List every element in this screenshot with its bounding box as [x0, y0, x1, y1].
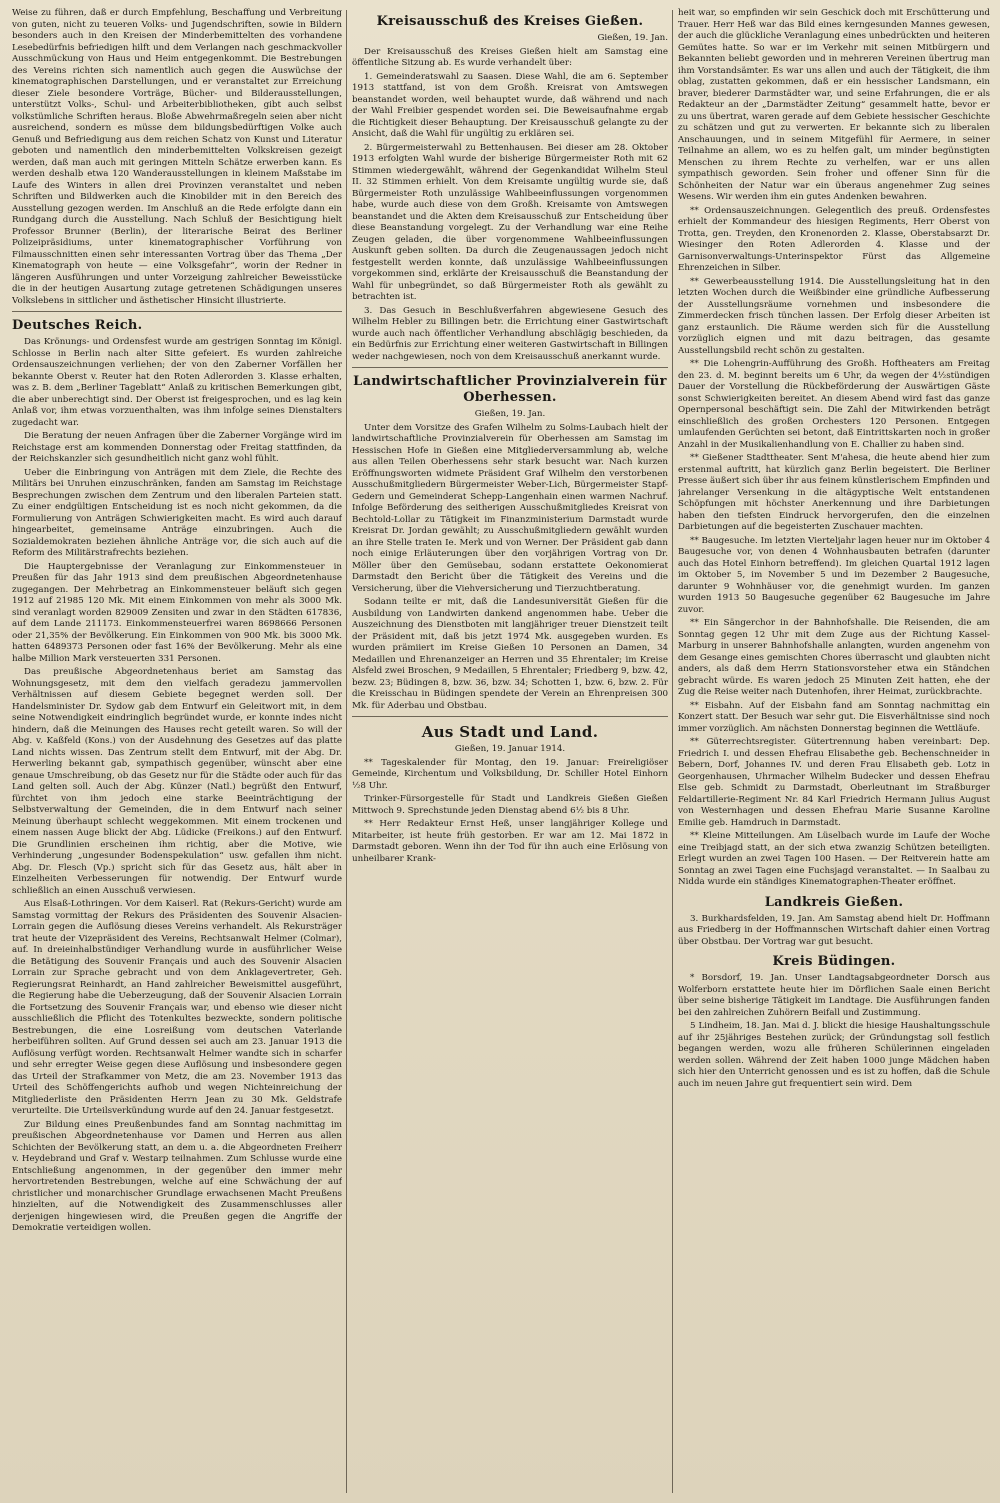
- news-item: ** Ein Sängerchor in der Bahnhofshalle. Die Reisenden, die am Sonntag gegen 12 Uhr mit dem Zuge aus der Richtung Kassel-Marburg in unserer Bahnhofshalle anlangten, wurden angenehm von dem Gesange eines gemischten Chores überrascht und glaubten nicht anders, als daß dem Herrn Stationsvorsteher etwa ein Ständchen gebracht würde. Es waren jedoch 25 Minuten Zeit hatten, ehe der Zug die Reise weiter nach Dutenhofen, ihrer Heimat, zurückbrachte.: [678, 618, 990, 697]
- article-paragraph: Die Beratung der neuen Anfragen über die Zaberner Vorgänge wird im Reichstage erst am kommenden Donnerstag oder Freitag stattfinden, da der Reichskanzler sich gesundheitlich nicht ganz wohl fühlt.: [12, 431, 342, 464]
- article-paragraph: Das Krönungs- und Ordensfest wurde am gestrigen Sonntag im Königl. Schlosse in Berlin nach alter Sitte gefeiert. Es wurden zahlreiche Ordensauszeichnungen verliehen; der von den Zaberner Vorfällen her bekannte Oberst v. Reuter hat den Roten Adlerorden 3. Klasse erhalten, was z. B. dem „Berliner Tageblatt“ Anlaß zu kritischen Bemerkungen gibt, die aber unberechtigt sind. Der Oberst ist freigesprochen, und es lag kein Anlaß vor, ihm etwas vorzuenthalten, was ihm infolge seines Dienstalters zugedacht war.: [12, 337, 342, 428]
- section-heading-landkreis-giessen: Landkreis Gießen.: [764, 894, 904, 910]
- section-heading-landwirtschaft: Landwirtschaftlicher Provinzialverein für Oberhessen.: [353, 374, 667, 405]
- news-item: ** Eisbahn. Auf der Eisbahn fand am Sonntag nachmittag ein Konzert statt. Der Besuch war sehr gut. Die Eisverhältnisse sind noch immer vorzüglich. Am nächsten Donnerstag beginnen die Wettläufe.: [678, 700, 990, 734]
- article-paragraph: Aus Elsaß-Lothringen. Vor dem Kaiserl. Rat (Rekurs-Gericht) wurde am Samstag vormittag der Rekurs des Präsidenten des Souvenir Alsacien-Lorrain gegen die Auflösung dieses Vereins verhandelt. Als Rekursträger trat heute der Vizepräsident des Vereins, Rechtsanwalt Helmer (Colmar), auf. In dreieinhalbstündiger Verhandlung wurde in ausführlicher Weise die Betätigung des Souvenir Français und auch des Souvenir Alsacien Lorrain zur Sprache gebracht und von dem Anklagevertreter, Geh. Regierungsrat Reinhardt, an Hand zahlreicher Beweismittel ausgeführt, die Regierung habe die Ueberzeugung, daß der Souvenir Alsacien Lorrain die Fortsetzung des Souvenir Français war, und ebenso wie dieser nicht ausschließlich die Pflicht des Totenkultes bezweckte, sondern politische Bestrebungen, die eine Losreißung vom deutschen Vaterlande herbeiführen sollten. Auf Grund dessen sei auch am 23. Januar 1913 die Auflösung verfügt worden. Rechtsanwalt Helmer wandte sich in scharfer und sehr erregter Weise gegen diese Auflösung und insbesondere gegen das Urteil der Strafkammer von Metz, die am 23. November 1913 das Urteil des Schöffengerichts aufhob und wegen Nichteinreichung der Mitgliederliste den Präsidenten Herrn Jean zu 30 Mk. Geldstrafe verurteilte. Die Urteilsverkündung wurde auf den 24. Januar festgesetzt.: [12, 899, 342, 1116]
- article-paragraph: Unter dem Vorsitze des Grafen Wilhelm zu Solms-Laubach hielt der landwirtschaftliche Provinzialverein für Oberhessen am Samstag im Hessischen Hofe in Gießen eine Mitgliederversammlung ab, welche aus allen Teilen Oberhessens sehr stark besucht war. Nach kurzen Eröffnungsworten widmete Präsident Graf Wilhelm den verstorbenen Ausschußmitgliedern Bürgermeister Weber-Lich, Bürgermeister Stapf-Gedern und Gemeinderat Schepp-Langenhain einen warmen Nachruf. Infolge Beförderung des seitherigen Ausschußmitgliedes Kreisrat von Bechtold-Lollar zu Tätigkeit im Finanzministerium Darmstadt wurde Kreisrat Dr. Jordan gewählt; zu Ausschußmitgliedern gewählt wurden an ihre Stelle traten Ie. Merk und von Werner. Der Präsident gab dann noch einige Erläuterungen über den vorjährigen Vortrag von Dr. Möller über den Gemüsebau, sodann erstattete Oekonomierat Darmstadt den Bericht über die Tätigkeit des Vereins und die Versicherung, über die Viehversicherung und Tierzuchtberatung.: [352, 422, 668, 594]
- news-item: * Borsdorf, 19. Jan. Unser Landtagsabgeordneter Dorsch aus Wolferborn erstattete heute hier im Dörflichen Saale einen Bericht über seine bisherige Tätigkeit im Landtage. Die Ausführungen fanden bei den zahlreichen Zuhörern Beifall und Zustimmung.: [678, 973, 990, 1018]
- section-divider: [352, 367, 668, 368]
- dateline: Gießen, 19. Januar 1914.: [454, 744, 566, 754]
- article-paragraph: heit war, so empfinden wir sein Geschick doch mit Erschütterung und Trauer. Herr Heß war das Bild eines kerngesunden Mannes gewesen, der auch die glückliche Veranlagung eines unbedrückten und heiteren Gemütes hatte. So war er im Verkehr mit seinen Mitbürgern und Bekannten beliebt geworden und in mehreren Vereinen übertrug man ihm Vorstandsämter. Es war uns allen und auch der Tätigkeit, die ihm oblag, zustatten gekommen, daß er ein hessischer Landsmann, ein braver, biederer Darmstädter war, und seine Erfahrungen, die er als Redakteur an der „Darmstädter Zeitung“ gesammelt hatte, bevor er zu uns übertrat, waren gerade auf dem Gebiete hessischer Geschichte zu schätzen und gut zu verwerten. Er bekannte sich zu liberalen Anschauungen, und in seinem Mitgefühl für Aermere, in seiner Teilnahme an allem, wo es zu helfen galt, um minder begünstigten Menschen zu ihrem Rechte zu verhelfen, war er uns allen sympathisch geworden. Sein froher und offener Sinn für die Schönheiten der Natur war ein überaus angenehmer Zug seines Wesens. Wir werden ihm ein gutes Andenken bewahren.: [678, 8, 990, 202]
- dateline: Gießen, 19. Jan.: [474, 409, 546, 419]
- article-paragraph: Der Kreisausschuß des Kreises Gießen hielt am Samstag eine öffentliche Sitzung ab. Es wurde verhandelt über:: [352, 46, 668, 68]
- column-middle: [352, 8, 668, 1495]
- section-heading-stadt-land: Aus Stadt und Land.: [421, 723, 599, 741]
- section-heading-kreis-buedingen: Kreis Büdingen.: [772, 954, 896, 969]
- news-item: ** Ordensauszeichnungen. Gelegentlich des preuß. Ordensfestes erhielt der Kommandeur des hiesigen Regiments, Herr Oberst von Trotta, gen. Treyden, den Kronenorden 2. Klasse, Oberstabsarzt Dr. Wiesinger den Roten Adlerorden 4. Klasse und der Garnisonverwaltungs-Unterinspektor Fürst das Allgemeine Ehrenzeichen in Silber.: [678, 205, 990, 273]
- article-paragraph: Ueber die Einbringung von Anträgen mit dem Ziele, die Rechte des Militärs bei Unruhen einzuschränken, fanden am Samstag im Reichstage Besprechungen zwischen dem Zentrum und den liberalen Parteien statt. Zu einer endgültigen Entscheidung ist es noch nicht gekommen, da die Formulierung von Anträgen Schwierigkeiten macht. Es wird auch darauf hingearbeitet, gemeinsame Anträge einzubringen. Auch die Sozialdemokraten beziehen ähnliche Anträge vor, die sich auch auf die Reform des Militärstrafrechts beziehen.: [12, 467, 342, 558]
- news-item: 5 Lindheim, 18. Jan. Mai d. J. blickt die hiesige Haushaltungsschule auf ihr 25jähriges Bestehen zurück; der Gründungstag soll festlich begangen werden, wozu alle früheren Schülerinnen eingeladen werden sollen. Während der Zeit haben 1000 junge Mädchen haben sich hier den Unterricht genossen und es ist zu hoffen, daß die Schule auch im neuen Jahre gut frequentiert sein wird. Dem: [678, 1021, 990, 1089]
- article-paragraph: Die Hauptergebnisse der Veranlagung zur Einkommensteuer in Preußen für das Jahr 1913 sind dem preußischen Abgeordnetenhause zugegangen. Der Mehrbetrag an Einkommensteuer beläuft sich gegen 1912 auf 21985 120 Mk. Mit einem Einkommen von mehr als 3000 Mk. sind veranlagt worden 829009 Zensiten und zwar in den Städten 617836, auf dem Lande 211173. Einkommensteuerfrei waren 8698666 Personen oder 21,35% der Bevölkerung. Ein Einkommen von 900 Mk. bis 3000 Mk. hatten 6489373 Personen oder fast 16% der Bevölkerung. Mehr als eine halbe Million Mark versteuerten 331 Personen.: [12, 561, 342, 664]
- news-item: 3. Burkhardsfelden, 19. Jan. Am Samstag abend hielt Dr. Hoffmann aus Friedberg in der Hoffmannschen Wirtschaft dahier einen Vortrag über Obstbau. Der Vortrag war gut besucht.: [678, 913, 990, 947]
- news-item: ** Kleine Mitteilungen. Am Lüselbach wurde im Laufe der Woche eine Treibjagd statt, an der sich etwa zwanzig Schützen beteiligten. Erlegt wurden an zwei Tagen 100 Hasen. — Der Reitverein hatte am Sonntag an zwei Tagen eine Fuchsjagd veranstaltet. — In Saalbau zu Nidda wurde ein ständiges Kinematographen-Theater eröffnet.: [678, 831, 990, 887]
- article-paragraph: Sodann teilte er mit, daß die Landesuniversität Gießen für die Ausbildung von Landwirten dankend angenommen habe. Ueber die Auszeichnung des Dienstboten mit langjähriger treuer Dienstzeit teilt der Präsident mit, daß bis jetzt 1974 Mk. ausgegeben wurden. Es wurden prämiiert im Kreise Gießen 10 Personen an Damen, 34 Medaillen und Ehrenanzeiger an Herren und 35 Ehrentaler; im Kreise Alsfeld zwei Broschen, 9 Medaillen, 5 Ehrentaler; Friedberg 9, bzw. 42, bezw. 23; Büdingen 8, bzw. 36, bzw. 34; Schotten 1, bzw. 6, bzw. 2. Für die Kreisschau in Büdingen spendete der Verein an Ehrenpreisen 300 Mk. für Aderbau und Obstbau.: [352, 597, 668, 711]
- news-item: Trinker-Fürsorgestelle für Stadt und Landkreis Gießen Gießen Mittwoch 9. Sprechstunde jeden Dienstag abend 6½ bis 8 Uhr.: [352, 794, 668, 816]
- news-item: ** Die Lohengrin-Aufführung des Großh. Hoftheaters am Freitag den 23. d. M. beginnt bereits um 6 Uhr, da wegen der 4½stündigen Dauer der Vorstellung die Rückbeförderung der Auswärtigen Gäste sonst Schwierigkeiten bereitet. An diesem Abend wird fast das ganze Opernpersonal beschäftigt sein. Die Zahl der Mitwirkenden beträgt einschließlich des großen Orchesters 120 Personen. Entgegen umlaufenden Gerüchten sei betont, daß Eintrittskarten noch in großer Anzahl in der Musikalienhandlung von E. Challier zu haben sind.: [678, 359, 990, 450]
- news-item: ** Tageskalender für Montag, den 19. Januar: Freireligiöser Gemeinde, Kirchentum und Volksbildung, Dr. Schiller Hotel Einhorn ½8 Uhr.: [352, 757, 668, 791]
- section-divider: [12, 311, 342, 312]
- article-paragraph: 2. Bürgermeisterwahl zu Bettenhausen. Bei dieser am 28. Oktober 1913 erfolgten Wahl wurde der bisherige Bürgermeister Roth mit 62 Stimmen wiedergewählt, während der Gegenkandidat Wilhelm Steul II. 32 Stimmen erhielt. Von dem Kreisamte ungültig wurde sie, daß Bürgermeister Roth unzulässige Wahlbeeinflussungen vorgenommen habe, wurde auch diese von dem Großh. Kreisamte von Amtswegen beanstandet und die Akten dem Kreisausschuß zur Entscheidung über diese Beanstandung vorgelegt. Zu der Verhandlung war eine Reihe Zeugen geladen, die über vorgenommene Wahlbeeinflussungen Auskunft geben sollten. Da durch die Zeugenaussagen jedoch nicht festgestellt werden konnte, daß unzulässige Wahlbeeinflussungen vorgekommen sind, erklärte der Kreisausschuß die Beanstandung der Wahl für unbegründet, so daß Bürgermeister Roth als gewählt zu betrachten ist.: [352, 142, 668, 302]
- news-item: ** Güterrechtsregister. Gütertrennung haben vereinbart: Dep. Friedrich I. und dessen Ehefrau Elisabethe geb. Bechenschneider in Bebern, Dorf, Johannes IV. und deren Frau Elisabeth geb. Lotz in Georgenhausen, Uhrmacher Wilhelm Budecker und dessen Ehefrau Else geb. Schmidt zu Darmstadt, Oberleutnant im Straßburger Feldartillerie-Regiment Nr. 84 Karl Friedrich Hermann Julius August von Westernhagen und dessen Ehefrau Marie Susanne Karoline Emilie geb. Hamdruch in Darmstadt.: [678, 737, 990, 828]
- column-rule: [346, 10, 347, 1493]
- article-paragraph: 1. Gemeinderatswahl zu Saasen. Diese Wahl, die am 6. September 1913 stattfand, ist von dem Großh. Kreisrat von Amtswegen beanstandet worden, weil behauptet wurde, daß während und nach der Wahl Freibier gespendet worden sei. Die Beweisaufnahme ergab die Richtigkeit dieser Behauptung. Der Kreisausschuß gelangte zu der Ansicht, daß die Wahl für ungültig zu erklären sei.: [352, 71, 668, 139]
- column-right: [678, 8, 990, 1495]
- column-rule: [672, 10, 673, 1493]
- news-item: ** Gewerbeausstellung 1914. Die Ausstellungsleitung hat in den letzten Wochen durch die Weißbinder eine gründliche Aufbesserung der Ausstellungsräume vornehmen und insbesondere die Zimmerdecken frisch tünchen lassen. Der Erfolg dieser Arbeiten ist ganz erstaunlich. Die Räume werden sich für die Ausstellung vorzüglich eignen und mit dazu beitragen, das gesamte Ausstellungsbild recht schön zu gestalten.: [678, 276, 990, 356]
- article-paragraph: 3. Das Gesuch in Beschlußverfahren abgewiesene Gesuch des Wilhelm Hebler zu Billingen betr. die Errichtung einer Gastwirtschaft wurde auch nach öffentlicher Verhandlung abschlägig beschieden, da ein Bedürfnis zur Errichtung einer weiteren Gastwirtschaft in Billingen weder nachgewiesen, noch von dem Kreisausschuß anerkannt wurde.: [352, 305, 668, 362]
- news-item: ** Herr Redakteur Ernst Heß, unser langjähriger Kollege und Mitarbeiter, ist heute früh gestorben. Er war am 12. Mai 1872 in Darmstadt geboren. Wenn ihn der Tod für ihn auch eine Erlösung von unheilbarer Krank-: [352, 819, 668, 864]
- column-left: [12, 8, 342, 1495]
- news-item: ** Baugesuche. Im letzten Vierteljahr lagen heuer nur im Oktober 4 Baugesuche vor, von denen 4 Wohnhausbauten betrafen (darunter auch das Hotel Einhorn betreffend). Im gleichen Quartal 1912 lagen im Oktober 5, im November 5 und im Dezember 2 Baugesuche, darunter 9 Wohnhäuser vor, die genehmigt wurden. Im ganzen wurden 1913 50 Baugesuche gegenüber 62 Baugesuche im Jahre zuvor.: [678, 535, 990, 615]
- section-heading-deutsches-reich: Deutsches Reich.: [12, 318, 143, 333]
- article-paragraph: Zur Bildung eines Preußenbundes fand am Sonntag nachmittag im preußischen Abgeordnetenhause vor Damen und Herren aus allen Schichten der Bevölkerung statt, an dem u. a. die Abgeordneten Freiherr v. Heydebrand und Graf v. Westarp teilnahmen. Zum Schlusse wurde eine Entschließung angenommen, in der gegenüber den immer mehr hervortretenden Bestrebungen, welche auf eine Schwächung der auf christlicher und monarchischer Grundlage erwachsenen Macht Preußens hinzielten, auf die Notwendigkeit des Zusammenschlusses aller derjenigen hingewiesen wird, die Preußen gegen die Angriffe der Demokratie verteidigen wollen.: [12, 1119, 342, 1233]
- article-paragraph: Das preußische Abgeordnetenhaus beriet am Samstag das Wohnungsgesetz, mit dem den vielfach geradezu jammervollen Verhältnissen auf diesem Gebiete begegnet werden soll. Der Handelsminister Dr. Sydow gab dem Entwurf ein Geleitwort mit, in dem seine Notwendigkeit eindringlich begründet wurde, er konnte indes nicht hindern, daß die Meinungen des Hauses recht geteilt waren. So will der Abg. v. Kaßfeld (Kons.) von der Ausdehnung des Gesetzes auf das platte Land nichts wissen. Das Zentrum stellt dem Entwurf, mit der Abg. Dr. Herwerling bekannt gab, sympathisch gegenüber, wünscht aber eine genaue Umschreibung, ob das Gesetz nur für die Städte oder auch für das Land gelten soll. Auch der Abg. Künzer (Natl.) begrüßt den Entwurf, fürchtet von ihm jedoch eine starke Beeinträchtigung der Selbstverwaltung der Gemeinden, die in dem Entwurf nach seiner Meinung überhaupt schlecht weggekommen. Mit einem trockenen und einem nassen Auge blickt der Abg. Lüdicke (Freikons.) auf den Entwurf. Die Grundlinien erscheinen ihm richtig, aber die Motive, wie Verhinderung „ungesunder Bodenspekulation“ usw. gefallen ihm nicht. Abg. Dr. Flesch (Vp.) spricht sich für das Gesetz aus, hält aber in Einzelheiten Verbesserungen für notwendig. Der Entwurf wurde schließlich an einen Ausschuß verwiesen.: [12, 667, 342, 896]
- section-divider: [352, 716, 668, 717]
- dateline: Gießen, 19. Jan.: [597, 33, 668, 43]
- intro-paragraph: Weise zu führen, daß er durch Empfehlung, Beschaffung und Verbreitung von guten, nicht zu teueren Volks- und Jugendschriften, sowie in Bildern besonders auch in den Kreisen der Minderbemittelten des vorhandene Lesebedürfnis befriedigen hilft und dem Verlangen nach geschmackvoller Ausschmückung von Haus und Heim entgegenkommt. Die Bestrebungen des Vereins richten sich namentlich auch gegen die Auswüchse der kinematographischen Darstellungen, und er veranstaltet zur Erreichung dieser Ziele besondere Vorträge, Bücher- und Bilderausstellungen, unterstützt Volks-, Schul- und Arbeiterbibliotheken, gibt auch selbst volkstümliche Schriften heraus. Bloße Abwehrmaßregeln seien aber nicht ausreichend, sondern es müsse dem bildungsbedürftigen Volke auch Genuß und Befriedigung aus dem reichen Schatz von Kunst und Literatur geboten und namentlich den minderbemittelten Volkskreisen gezeigt werden, daß man auch mit geringen Mitteln Schätze erwerben kann. Es werden deshalb etwa 120 Wanderausstellungen in kleinem Maßstabe im Laufe des Winters in allen drei Provinzen veranstaltet und neben Schriften und Bildwerken auch die Kinobilder mit in den Bereich des Ausstellung gezogen werden. Im Anschluß an die Rede erfolgte dann ein Rundgang durch die Ausstellung. Nach Schluß der Besichtigung hielt Professor Brunner (Berlin), der literarische Beirat des Berliner Polizeipräsidiums, unter kinematographischer Vorführung von Filmausschnitten einen sehr interessanten Vortrag über das Thema „Der Kinematograph von heute — eine Volksgefahr“, worin der Redner in längeren Ausführungen und unter Vorzeigung zahlreicher Beweisstücke die in der heutigen Ausartung zutage getretenen Schädigungen unseres Volkslebens in sittlicher und ästhetischer Hinsicht illustrierte.: [12, 8, 342, 306]
- news-item: ** Gießener Stadttheater. Sent M'ahesa, die heute abend hier zum erstenmal auftritt, hat kürzlich ganz Berlin begeistert. Die Berliner Presse äußert sich über ihr aus feinem künstlerischem Empfinden und jahrelanger Versenkung in die altägyptische Welt entstandenen Schöpfungen mit höchster Anerkennung und ihre Darbietungen haben den tiefsten Eindruck hervorgerufen, den die einzelnen Darbietungen auf die begeisterten Zuschauer machten.: [678, 453, 990, 532]
- section-heading-kreisausschuss: Kreisausschuß des Kreises Gießen.: [376, 14, 644, 29]
